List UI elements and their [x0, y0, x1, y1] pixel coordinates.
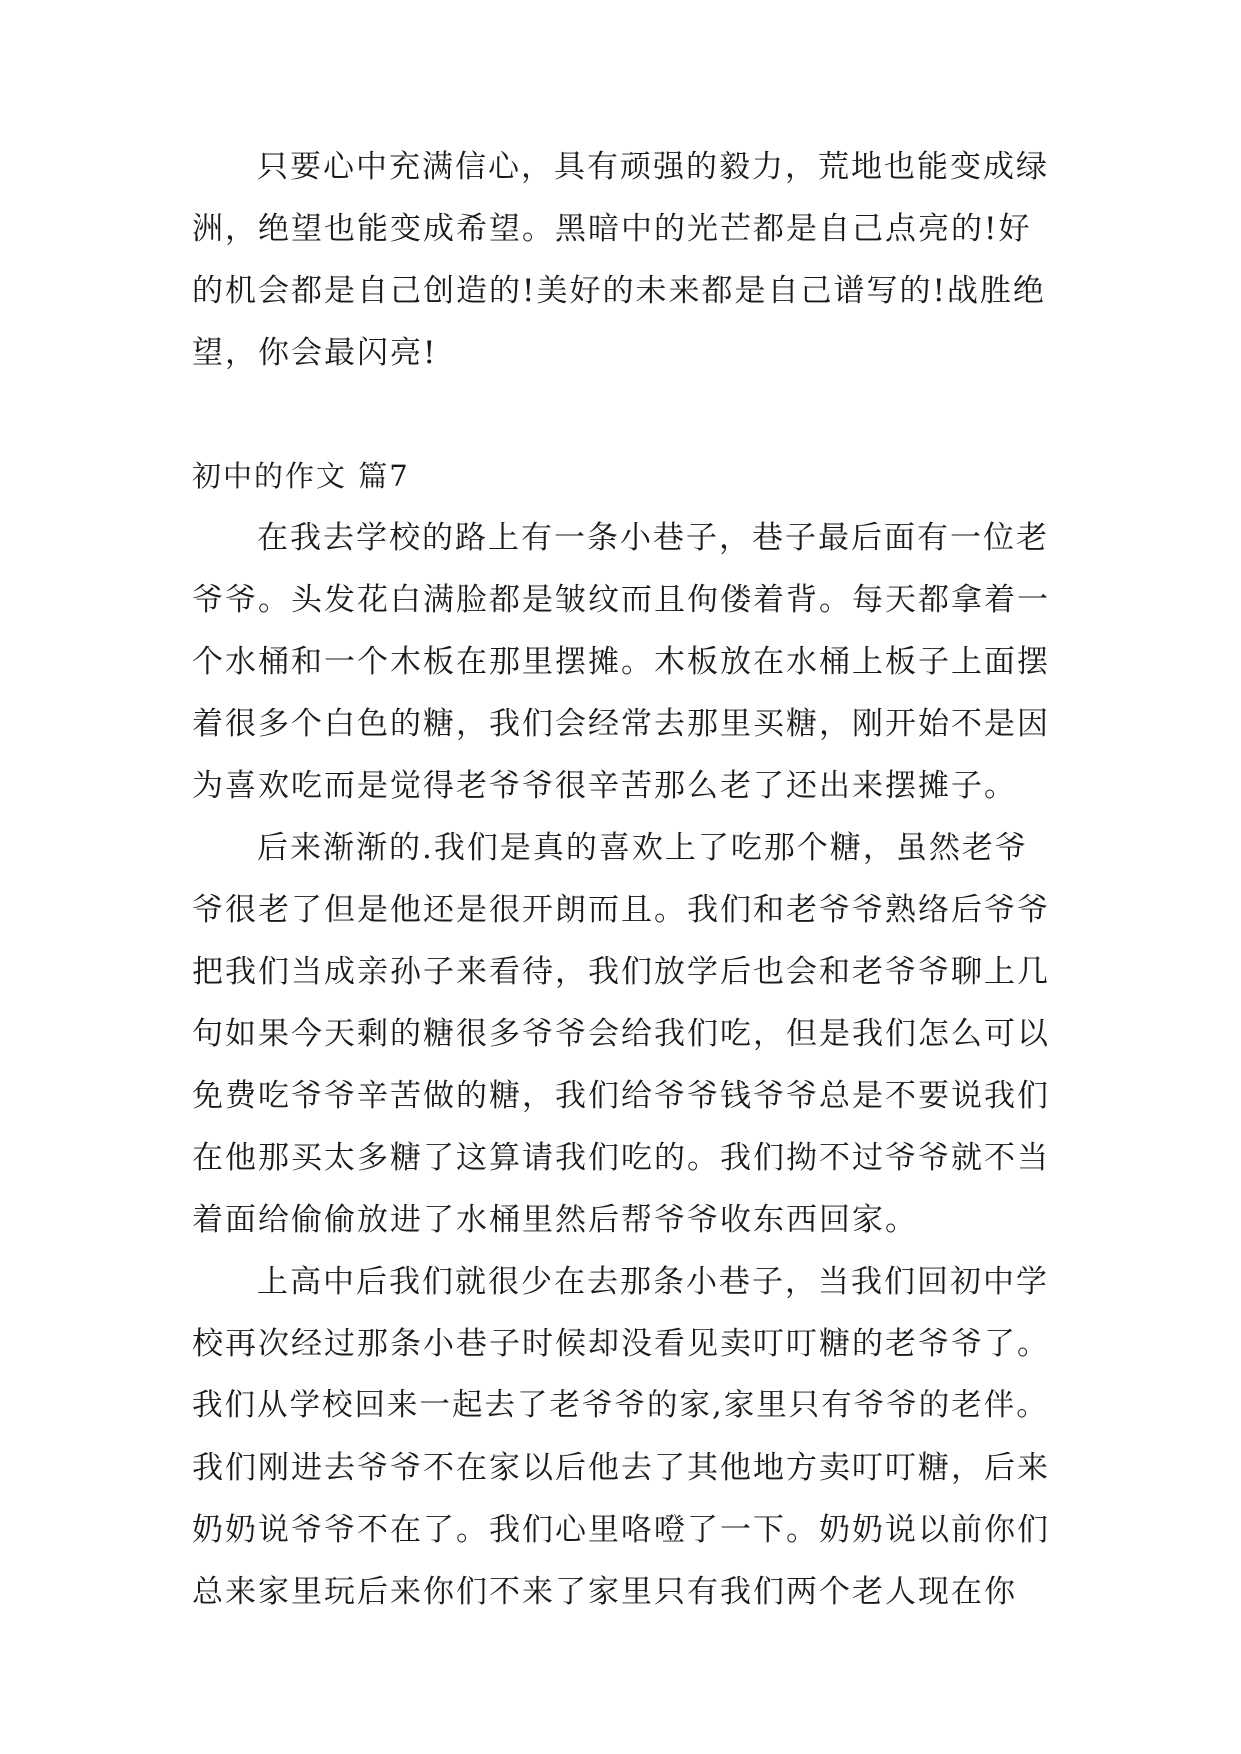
- paragraph-line: 爷爷。头发花白满脸都是皱纹而且佝偻着背。每天都拿着一: [192, 582, 1050, 618]
- paragraph-line: 奶奶说爷爷不在了。我们心里咯噔了一下。奶奶说以前你们: [192, 1512, 1050, 1548]
- paragraph-line: 校再次经过那条小巷子时候却没看见卖叮叮糖的老爷爷了。: [192, 1326, 1050, 1362]
- paragraph-line: 在他那买太多糖了这算请我们吃的。我们拗不过爷爷就不当: [192, 1140, 1050, 1176]
- paragraph-line: 后来渐渐的.我们是真的喜欢上了吃那个糖，虽然老爷: [257, 830, 1028, 866]
- paragraph-line: 把我们当成亲孙子来看待，我们放学后也会和老爷爷聊上几: [192, 954, 1050, 990]
- section-heading: 初中的作文 篇7: [192, 459, 410, 493]
- paragraph-line: 洲，绝望也能变成希望。黑暗中的光芒都是自己点亮的!好: [192, 211, 1032, 247]
- paragraph-line: 望，你会最闪亮!: [192, 335, 438, 371]
- paragraph-line: 句如果今天剩的糖很多爷爷会给我们吃，但是我们怎么可以: [192, 1016, 1050, 1052]
- paragraph-line: 免费吃爷爷辛苦做的糖，我们给爷爷钱爷爷总是不要说我们: [192, 1078, 1050, 1114]
- paragraph-line: 爷很老了但是他还是很开朗而且。我们和老爷爷熟络后爷爷: [192, 892, 1050, 928]
- paragraph-line: 着很多个白色的糖，我们会经常去那里买糖，刚开始不是因: [192, 706, 1050, 742]
- paragraph-line: 只要心中充满信心，具有顽强的毅力，荒地也能变成绿: [257, 149, 1049, 185]
- paragraph-line: 为喜欢吃而是觉得老爷爷很辛苦那么老了还出来摆摊子。: [192, 768, 1017, 804]
- paragraph-line: 我们刚进去爷爷不在家以后他去了其他地方卖叮叮糖，后来: [192, 1450, 1050, 1486]
- paragraph-line: 着面给偷偷放进了水桶里然后帮爷爷收东西回家。: [192, 1202, 918, 1238]
- paragraph-line: 总来家里玩后来你们不来了家里只有我们两个老人现在你: [192, 1574, 1017, 1610]
- paragraph-line: 的机会都是自己创造的!美好的未来都是自己谱写的!战胜绝: [192, 273, 1046, 309]
- paragraph-line: 上高中后我们就很少在去那条小巷子，当我们回初中学: [257, 1264, 1049, 1300]
- paragraph-line: 个水桶和一个木板在那里摆摊。木板放在水桶上板子上面摆: [192, 644, 1050, 680]
- paragraph-line: 我们从学校回来一起去了老爷爷的家,家里只有爷爷的老伴。: [192, 1388, 1049, 1423]
- paragraph-line: 在我去学校的路上有一条小巷子，巷子最后面有一位老: [257, 520, 1049, 556]
